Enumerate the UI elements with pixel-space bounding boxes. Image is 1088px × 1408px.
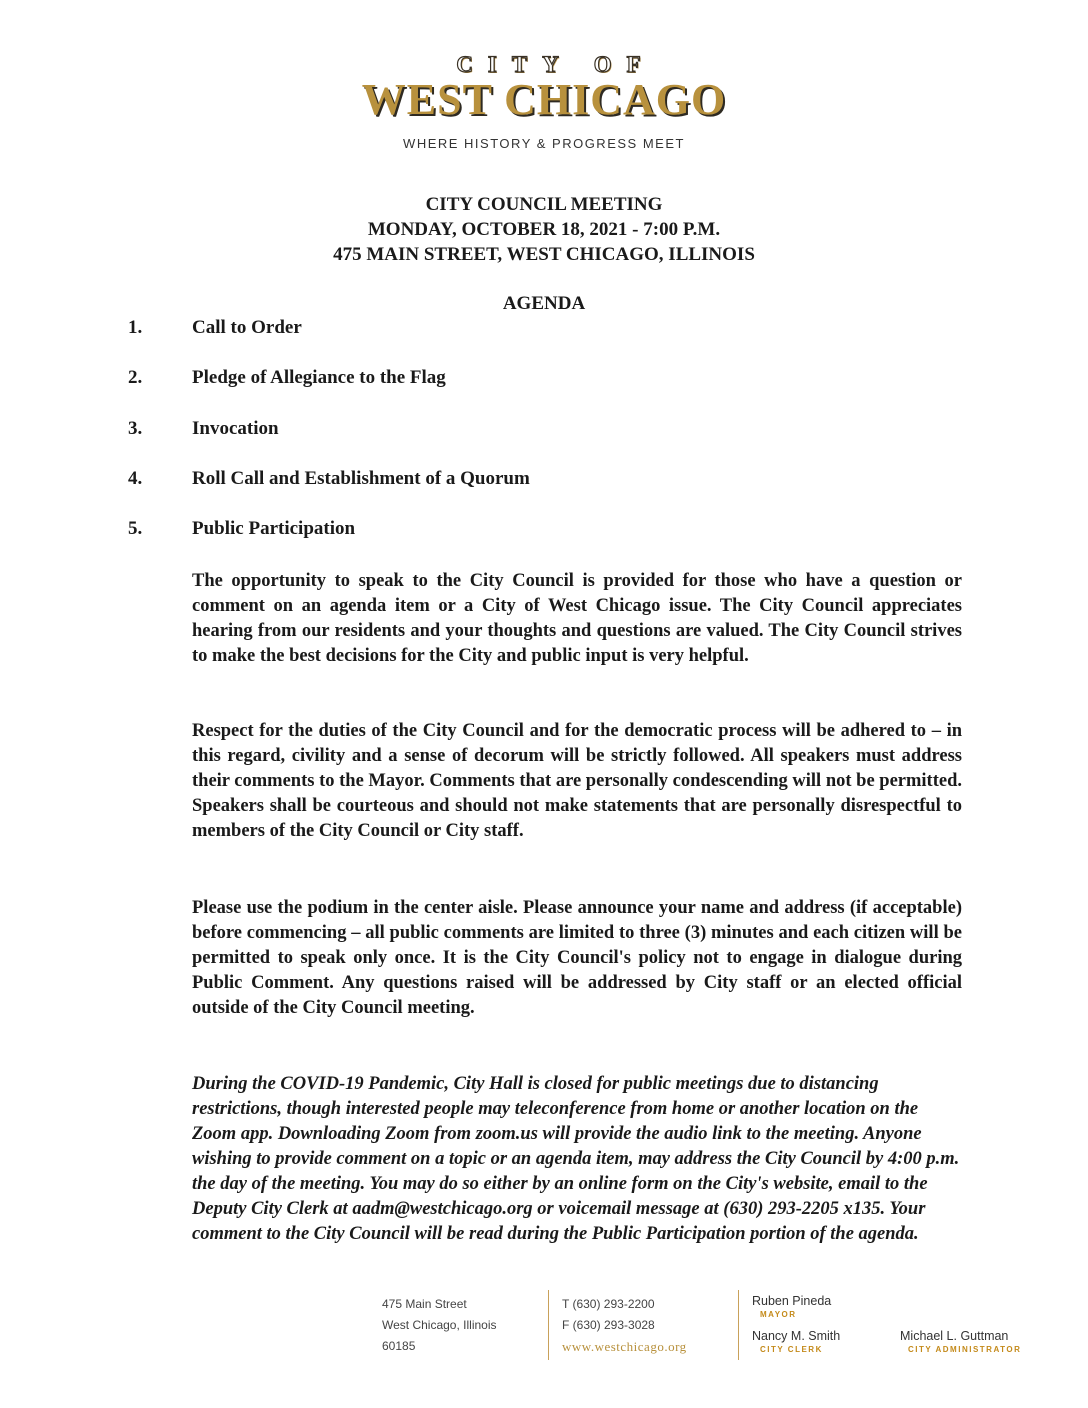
fax-number: F (630) 293-3028 xyxy=(562,1318,655,1332)
administrator-role: CITY ADMINISTRATOR xyxy=(908,1345,1022,1354)
footer-divider xyxy=(738,1290,739,1360)
address-city: West Chicago, Illinois xyxy=(382,1318,497,1332)
website-link[interactable]: www.westchicago.org xyxy=(562,1339,687,1354)
footer-city-clerk xyxy=(752,1329,840,1354)
clerk-role: CITY CLERK xyxy=(760,1345,823,1354)
agenda-heading: AGENDA xyxy=(502,293,586,314)
agenda-item-label: Public Participation xyxy=(192,518,356,539)
covid-notice-paragraph: During the COVID-19 Pandemic, City Hall is closed for public meetings due to distancing restrictions, though interested people may teleconference from home or another location on the Zoom app. Downloading Zoom from zoom.us will provide the audio link to the meeting. Anyone wishing to provide comment on a topic or an agenda item, may address the City Council by 4:00 p.m. the day of the meeting. You may do so either by an online form on the City's website, email to the Deputy City Clerk at aadm@westchicago.org or voicemail message at (630) 293-2205 x135. Your comment to the City Council will be read during the Public Participation portion of the agenda. xyxy=(192,1074,960,1244)
public-participation-intro-paragraph: The opportunity to speak to the City Council is provided for those who have a question or comment on an agenda item or a City of West Chicago issue. The City Council appreciates hearing from our residents and your thoughts and questions are valued. The City Council strives to make the best decisions for the City and public input is very helpful. xyxy=(192,571,962,666)
footer-city-administrator xyxy=(900,1329,1021,1354)
meeting-date-time: MONDAY, OCTOBER 18, 2021 - 7:00 P.M. xyxy=(367,219,721,240)
agenda-item-number: 4. xyxy=(128,468,143,489)
podium-rules-paragraph: Please use the podium in the center aisle. Please announce your name and address (if acceptable) before commencing – all public comments are limited to three (3) minutes and each citizen will be permitted to speak only once. It is the City Council's policy not to engage in dialogue during Public Comment. Any questions raised will be addressed by City staff or an elected official outside of the City Council meeting. xyxy=(192,898,962,1018)
agenda-item-label: Pledge of Allegiance to the Flag xyxy=(192,367,446,388)
mayor-role: MAYOR xyxy=(760,1310,797,1319)
phone-number: T (630) 293-2200 xyxy=(562,1297,655,1311)
administrator-name: Michael L. Guttman xyxy=(900,1329,1009,1343)
meeting-location: 475 MAIN STREET, WEST CHICAGO, ILLINOIS xyxy=(333,244,755,265)
footer-mayor xyxy=(752,1294,831,1319)
address-zip: 60185 xyxy=(382,1339,416,1353)
agenda-item-label: Roll Call and Establishment of a Quorum xyxy=(192,468,530,489)
agenda-item-label: Invocation xyxy=(192,418,279,439)
agenda-item xyxy=(128,518,355,542)
footer-contact xyxy=(562,1294,687,1357)
agenda-item-number: 3. xyxy=(128,418,143,439)
agenda-item xyxy=(128,317,302,341)
logo-city-of: CITY OF xyxy=(456,52,656,77)
agenda-item-number: 5. xyxy=(128,518,143,539)
footer-address xyxy=(382,1294,497,1357)
address-street: 475 Main Street xyxy=(382,1297,467,1311)
clerk-name: Nancy M. Smith xyxy=(752,1329,841,1343)
meeting-title: CITY COUNCIL MEETING xyxy=(425,194,663,215)
agenda-item-number: 2. xyxy=(128,367,143,388)
agenda-item xyxy=(128,367,446,391)
mayor-name: Ruben Pineda xyxy=(752,1294,832,1308)
agenda-item xyxy=(128,468,530,492)
agenda-item-number: 1. xyxy=(128,317,143,338)
agenda-item-label: Call to Order xyxy=(192,317,302,338)
decorum-paragraph: Respect for the duties of the City Council and for the democratic process will be adhered to – in this regard, civility and a sense of decorum will be strictly followed. All speakers must address their comments to the Mayor. Comments that are personally condescending will not be permitted. Speakers shall be courteous and should not make statements that are personally disrespectful to members of the City Council or City staff. xyxy=(192,721,962,841)
logo-west-chicago: WEST CHICAGO xyxy=(361,75,727,124)
letterhead-footer xyxy=(382,1290,1042,1370)
logo-tagline: WHERE HISTORY & PROGRESS MEET xyxy=(403,136,685,151)
agenda-item xyxy=(128,418,279,442)
meeting-header xyxy=(0,192,1088,267)
footer-divider xyxy=(548,1290,549,1360)
